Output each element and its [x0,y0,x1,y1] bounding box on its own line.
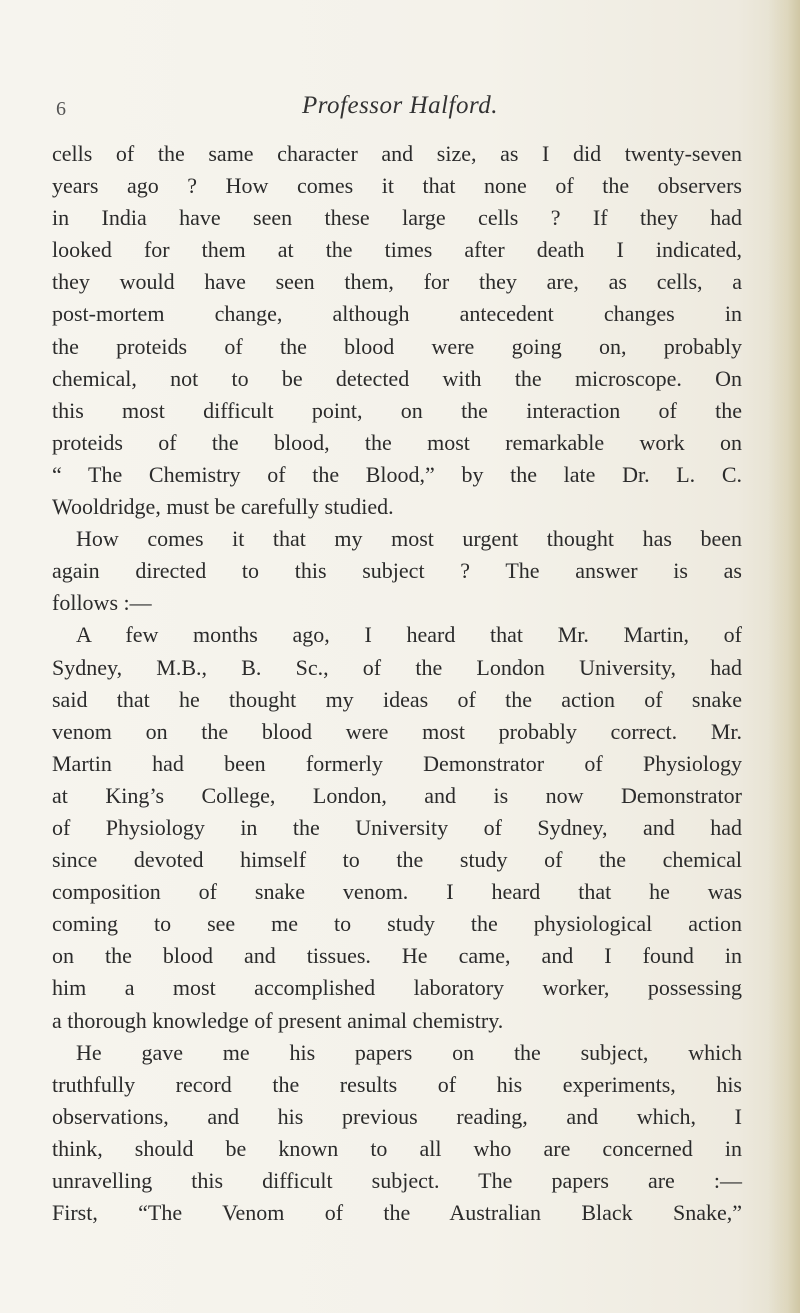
text-line: in India have seen these large cells ? If they had [52,205,742,231]
text-line: a thorough knowledge of present animal chemistry. [52,1007,504,1033]
text-line: on the blood and tissues. He came, and I found in [52,943,742,969]
paragraph [52,619,742,1036]
page-edge-shadow [768,0,800,1313]
text-line: the proteids of the blood were going on, probably [52,333,742,359]
text-line: Martin had been formerly Demonstrator of Physiology [52,750,742,776]
text-line: unravelling this difficult subject. The papers are :— [52,1168,742,1193]
text-line: him a most accomplished laboratory worker, possessing [52,975,742,1001]
text-line: at King’s College, London, and is now Demonstrator [52,782,742,808]
body-text [52,138,742,1229]
text-line: they would have seen them, for they are, as cells, a [52,269,742,295]
text-line: looked for them at the times after death I indicated, [52,237,742,263]
text-line: years ago ? How comes it that none of the observers [52,173,742,199]
text-line: coming to see me to study the physiological action [52,911,742,937]
text-line: said that he thought my ideas of the action of snake [52,686,742,712]
text-line: post-mortem change, although antecedent changes in [52,301,742,327]
paragraph [52,523,742,619]
text-line: since devoted himself to the study of the chemical [52,847,742,873]
text-line: cells of the same character and size, as I did twenty-seven [52,141,742,166]
text-line: Wooldridge, must be carefully studied. [52,494,394,520]
text-line: observations, and his previous reading, and which, I [52,1103,742,1129]
text-line: again directed to this subject ? The answer is as [52,558,742,584]
text-line: First, “The Venom of the Australian Black Snake,” [52,1200,742,1226]
text-line: think, should be known to all who are concerned in [52,1135,742,1161]
text-line: of Physiology in the University of Sydney, and had [52,814,742,840]
text-line: Sydney, M.B., B. Sc., of the London University, had [52,654,742,680]
text-line: proteids of the blood, the most remarkable work on [52,429,742,455]
text-line: He gave me his papers on the subject, which [76,1039,742,1065]
text-line: “ The Chemistry of the Blood,” by the late Dr. L. C. [52,461,742,487]
text-line: A few months ago, I heard that Mr. Martin, of [76,622,742,648]
text-line: venom on the blood were most probably correct. Mr. [52,718,742,744]
paragraph [52,1037,742,1230]
text-line: chemical, not to be detected with the microscope. On [52,365,742,391]
text-line: truthfully record the results of his experiments, his [52,1071,742,1097]
text-line: this most difficult point, on the interaction of the [52,397,742,423]
text-line: composition of snake venom. I heard that he was [52,879,742,905]
page-number: 6 [56,98,66,120]
text-line: How comes it that my most urgent thought has been [76,526,742,552]
running-title: Professor Halford. [301,92,499,119]
text-line: follows :— [52,590,152,616]
paragraph [52,138,742,523]
